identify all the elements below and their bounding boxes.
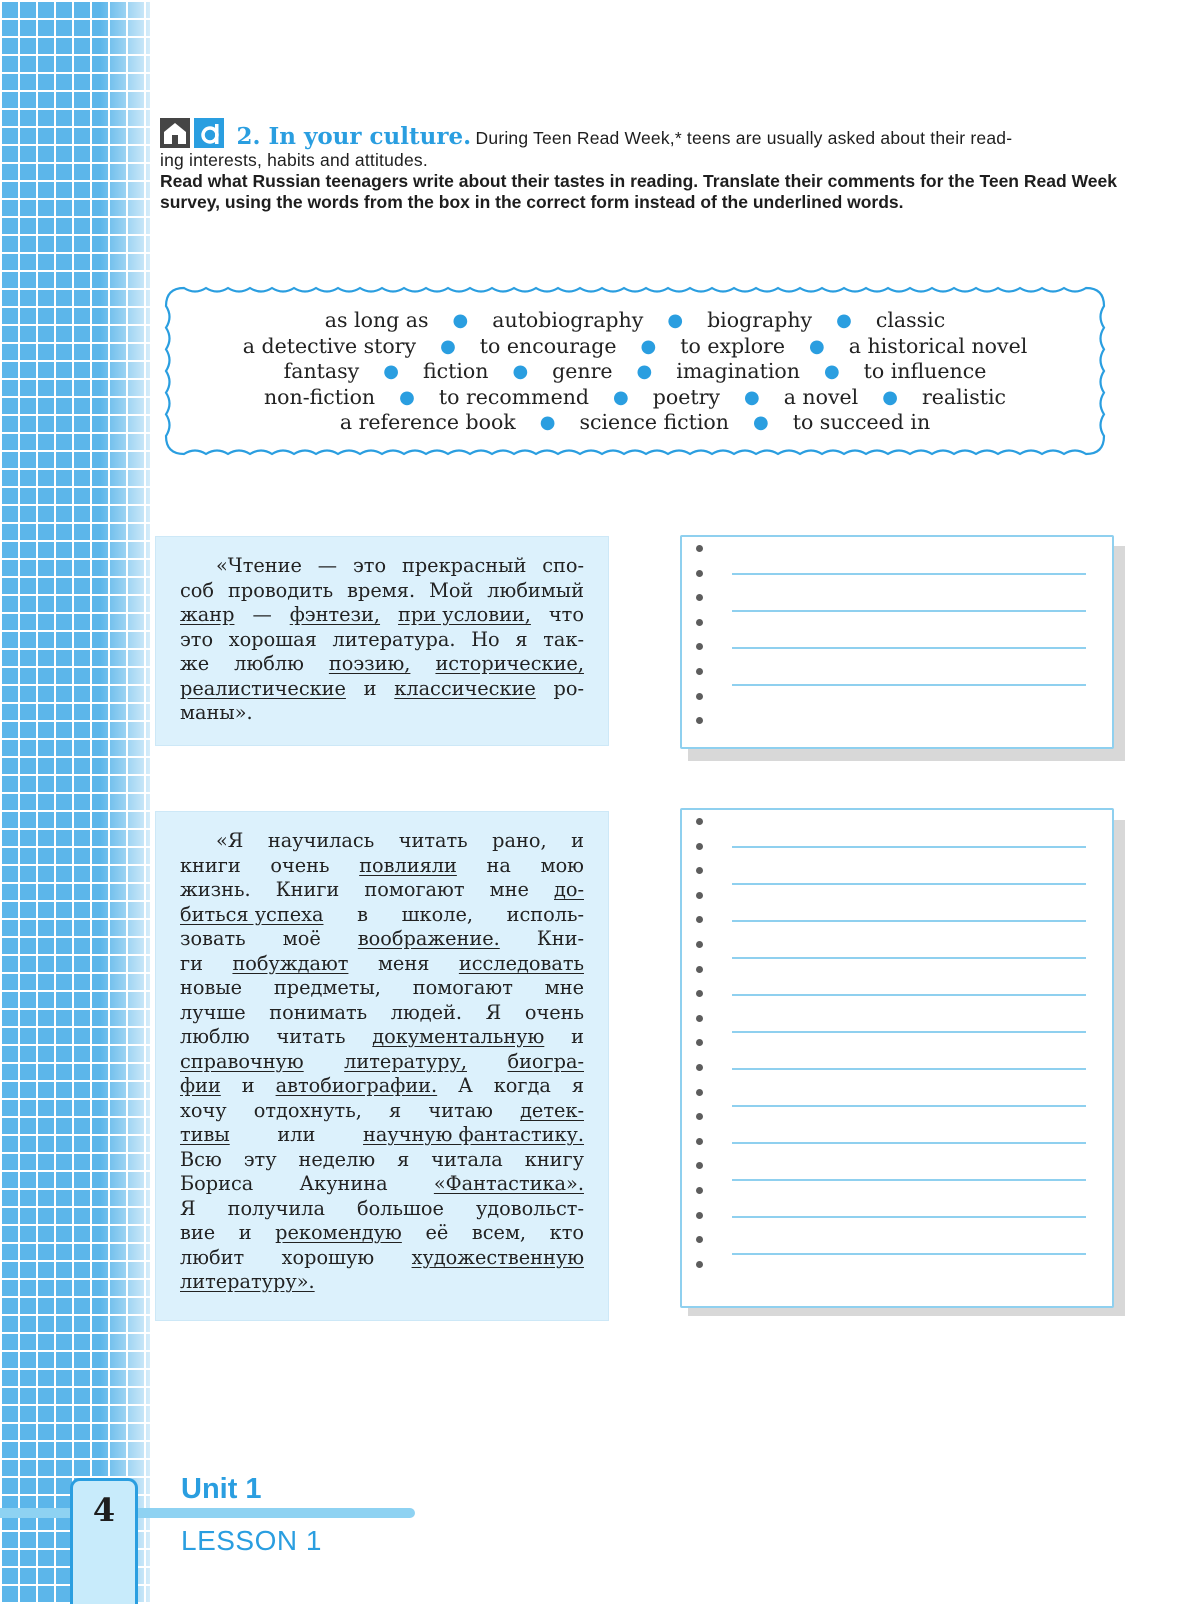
word: кто [549,1221,584,1244]
bullet-icon: ● [399,386,415,408]
word: хорошая [228,627,317,651]
underlined-word: «Фантастика». [433,1172,584,1195]
bullet-icon: ● [752,412,769,433]
comment-line [180,579,584,604]
word: жизнь. [180,878,251,901]
comment-line [180,701,584,726]
word: и [571,1025,584,1048]
underlined-word: литературу». [180,1270,315,1293]
bullet-icon: ● [882,386,898,408]
comment-line [180,1148,584,1173]
writing-line[interactable] [732,883,1086,885]
word: книгу [524,1147,584,1171]
ring-hole-icon [696,619,703,626]
ring-hole-icon [696,1138,703,1145]
word: соб [180,578,215,602]
underlined-word: художественную [411,1245,584,1269]
word: помогают [364,878,465,901]
writing-line[interactable] [732,1216,1086,1218]
bullet-icon: ● [667,310,684,331]
underlined-word: литературу, [344,1049,467,1073]
word: люблю [180,1025,250,1048]
word: проводить [228,578,334,602]
footer-bar [0,1508,415,1518]
task-intro-line1: During Teen Read Week,* teens are usually asked about their read- [475,128,1013,148]
word: вие [180,1221,216,1244]
writing-line[interactable] [732,1068,1086,1070]
underlined-word: документальную [372,1025,545,1048]
word: Но [471,627,500,651]
ring-hole-icon [696,1039,703,1046]
writing-line[interactable] [732,920,1086,922]
underlined-word: фэнтези, [289,603,381,626]
ring-hole-icon [696,570,703,577]
underlined-word: воображение. [357,927,500,950]
word: помогают [412,976,513,999]
underlined-word: повлияли [359,853,457,877]
underlined-word: справочную [180,1049,304,1073]
comment-line [180,878,584,903]
word-item: a reference book [339,410,516,434]
bullet-icon: ● [743,386,760,408]
word: «Я [216,829,244,852]
word: я [571,1074,584,1097]
word: и [363,676,377,700]
word-item: to succeed in [792,410,931,434]
word: лучше [180,1000,246,1024]
word-item: to influence [863,359,987,383]
comment-text-1 [180,554,584,726]
word-row [160,359,1110,385]
word: мне [544,976,584,999]
word: отдохнуть, [253,1098,362,1122]
word: Я [485,1000,502,1024]
comment-line [180,1001,584,1026]
word: так- [543,627,584,651]
word: Всю [180,1147,222,1171]
comment-panel-2 [156,812,608,1320]
home-icon [160,118,190,148]
comment-line [180,829,584,854]
word-item: biography [707,308,813,332]
word: всем, [471,1221,527,1244]
word: Акунина [299,1172,388,1195]
ring-hole-icon [696,916,703,923]
underlined-word: исторические, [435,652,584,675]
word-box [160,282,1110,460]
word-item: to explore [680,333,785,358]
word: А [458,1074,473,1097]
word-item: fantasy [283,359,360,383]
word: читать [276,1025,346,1048]
writing-line[interactable] [732,647,1086,649]
word: же [180,652,210,675]
word: и [238,1221,252,1244]
lesson-title: LESSON 1 [181,1525,322,1556]
writing-line[interactable] [732,957,1086,959]
page-number-tab [70,1478,138,1604]
word: очень [524,1000,584,1024]
word: в [357,902,368,926]
comment-panel-1 [156,537,608,745]
underlined-word: при условии, [398,603,531,626]
comment-line [180,1246,584,1271]
writing-line[interactable] [732,573,1086,575]
word: людей. [390,1000,463,1024]
word: удовольст- [475,1196,584,1220]
word: зовать [180,927,246,950]
bullet-icon: ● [440,335,456,357]
word-row [160,334,1110,360]
word: «Чтение [216,554,302,577]
underlined-word: научную фантастику. [363,1123,584,1146]
ring-hole-icon [696,892,703,899]
ring-hole-icon [696,594,703,601]
underlined-word: классические [394,676,536,700]
comment-line [180,652,584,677]
writing-line[interactable] [732,1105,1086,1107]
word: я [389,1098,402,1122]
word-row [160,308,1110,334]
writing-line[interactable] [732,1179,1086,1181]
ring-hole-icon [696,941,703,948]
bullet-icon: ● [512,361,529,382]
word: что [548,603,584,626]
word-item: realistic [921,384,1007,409]
word: маны». [180,701,253,724]
word: время. [347,578,416,602]
ring-hole-icon [696,1212,703,1219]
word: меня [377,951,430,975]
word: я [515,627,528,651]
comment-line [180,1050,584,1075]
bullet-icon: ● [539,412,556,433]
underlined-word: реалистические [180,676,346,700]
word-item: a detective story [242,333,417,358]
word-item: fiction [422,359,489,383]
task-number: 2. In your culture. [236,123,472,150]
word: когда [493,1074,551,1097]
ring-hole-icon [696,1162,703,1169]
underlined-word: жанр [180,603,235,626]
task-instruction: Read what Russian teenagers write about their tastes in reading. Translate their comments for the Teen Read Week survey, using the words from the box in the correct form instead of the underlined words. [160,171,1117,212]
word: литература. [332,627,456,651]
comment-line [180,554,584,579]
bullet-icon: ● [809,335,825,357]
bullet-icon: ● [383,361,399,382]
word-item: a novel [783,384,859,409]
answer-notebook-2[interactable] [680,808,1114,1308]
word: читаю [428,1098,493,1122]
ring-hole-icon [696,1015,703,1022]
word-item: genre [552,359,613,383]
comment-text-2 [180,829,584,1295]
ring-hole-icon [696,1113,703,1120]
ring-hole-icon [696,966,703,973]
ring-hole-icon [696,843,703,850]
word: хорошую [281,1245,375,1269]
comment-line [180,677,584,702]
word-item: to recommend [438,384,590,409]
word: неделю [298,1147,376,1171]
ring-hole-icon [696,867,703,874]
letter-a-icon [194,118,224,148]
word-row [160,385,1110,411]
ring-hole-icon [696,818,703,825]
comment-line [180,1074,584,1099]
word: люблю [234,652,304,675]
word: на [486,853,511,877]
word: Бориса [180,1172,254,1195]
underlined-word: побуждают [232,951,349,975]
comment-line [180,854,584,879]
writing-line[interactable] [732,846,1086,848]
word: и [241,1074,255,1097]
ring-hole-icon [696,1236,703,1243]
word: читать [398,829,468,852]
word: прекрасный [401,554,527,577]
underlined-word: рекомендую [275,1221,402,1244]
word-item: poetry [652,384,720,409]
underlined-word: детек- [520,1098,584,1122]
ring-hole-icon [696,1064,703,1071]
word-row [160,410,1110,436]
comment-line [180,1172,584,1197]
comment-line [180,952,584,977]
word-item: as long as [324,308,429,332]
word: я [397,1147,410,1171]
word: исполь- [506,902,584,926]
word: любит [180,1245,245,1269]
word: научилась [267,829,375,852]
bullet-icon: ● [636,361,653,382]
word: школе, [401,902,473,926]
word-item: autobiography [492,308,644,332]
word: это [180,627,214,651]
underlined-word: тивы [180,1123,230,1146]
writing-line[interactable] [732,1031,1086,1033]
word: читала [431,1147,503,1171]
underlined-word: биться успеха [180,902,324,926]
underlined-word: поэзию, [328,652,411,675]
ring-hole-icon [696,1261,703,1268]
word: это [352,554,387,577]
underlined-word: до- [554,878,584,901]
word: понимать [269,1000,368,1024]
word: моё [282,927,321,950]
word: Кни- [536,927,584,950]
task-intro-line2: ing interests, habits and attitudes. [160,150,428,170]
ring-hole-icon [696,1089,703,1096]
word: — [252,603,272,626]
comment-line [180,903,584,928]
ring-hole-icon [696,693,703,700]
writing-line[interactable] [732,610,1086,612]
ring-hole-icon [696,643,703,650]
word: любимый [487,578,584,602]
word: мою [540,853,584,877]
word: рано, [492,829,547,852]
word: эту [243,1147,277,1171]
ring-hole-icon [696,668,703,675]
answer-notebook-1[interactable] [680,535,1114,749]
bullet-icon: ● [836,310,852,331]
word: и [571,829,584,852]
word: — [317,554,338,577]
comment-line [180,1221,584,1246]
word: спо- [542,554,584,577]
task-title-line [160,118,1117,150]
word: предметы, [273,976,381,999]
comment-line [180,603,584,628]
bullet-icon: ● [452,310,469,331]
bullet-icon: ● [823,361,840,382]
comment-line [180,628,584,653]
word: хочу [180,1098,227,1122]
decorative-grid-strip [0,0,150,1604]
word: Мой [429,578,474,602]
word-item: imagination [676,359,800,383]
word: Я [180,1196,196,1220]
bullet-icon: ● [613,386,629,408]
comment-line [180,1123,584,1148]
comment-line [180,976,584,1001]
writing-line[interactable] [732,1253,1086,1255]
word-item: non-fiction [263,384,376,409]
word-item: classic [875,308,946,332]
word: ги [180,951,203,975]
writing-line[interactable] [732,994,1086,996]
task-header [160,118,1117,213]
writing-line[interactable] [732,684,1086,686]
comment-line [180,1197,584,1222]
word: ро- [553,676,584,700]
page-number: 4 [92,1491,116,1529]
ring-hole-icon [696,717,703,724]
comment-line [180,1099,584,1124]
underlined-word: исследовать [458,951,584,975]
underlined-word: автобиографии. [275,1074,438,1097]
bullet-icon: ● [640,335,657,357]
underlined-word: биогра- [507,1049,584,1073]
word-item: a historical novel [848,333,1028,358]
word: книги [180,853,241,877]
comment-line [180,1270,584,1295]
underlined-word: фии [180,1074,221,1097]
word: или [277,1123,316,1146]
ring-hole-icon [696,990,703,997]
word: её [425,1221,449,1244]
word-item: science fiction [579,410,729,434]
word: мне [489,878,529,901]
word: очень [270,853,330,877]
word: большое [357,1196,444,1220]
unit-title: Unit 1 [181,1473,262,1505]
ring-hole-icon [696,545,703,552]
word-item: to encourage [479,333,617,358]
word-list [160,308,1110,436]
writing-line[interactable] [732,1142,1086,1144]
ring-hole-icon [696,1187,703,1194]
word: Книги [275,878,340,901]
word: получила [227,1196,325,1220]
comment-line [180,927,584,952]
comment-line [180,1025,584,1050]
word: новые [180,976,243,999]
